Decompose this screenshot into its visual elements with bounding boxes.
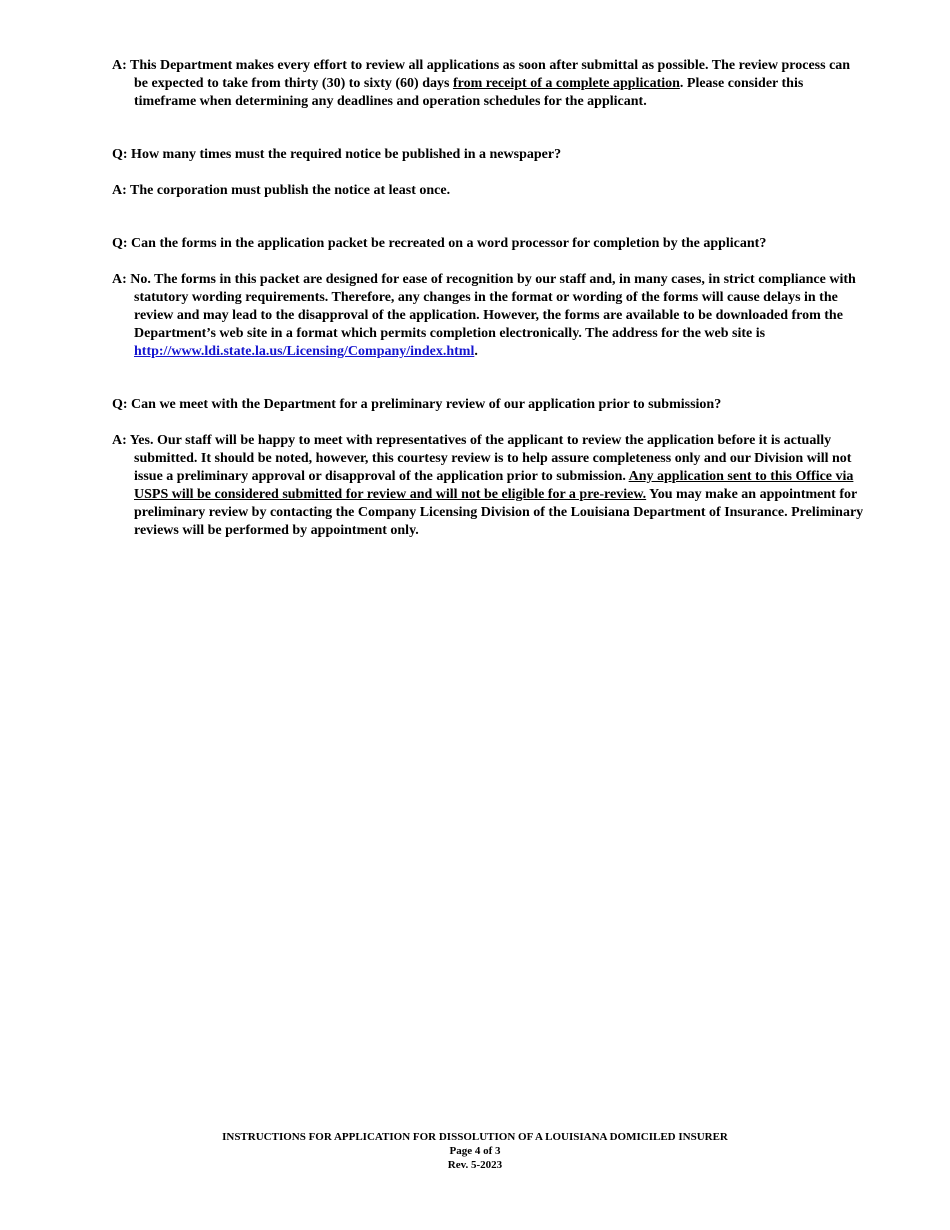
answer-review-timeframe-text-2: . Please consider this timeframe when determining any deadlines and operation schedules for the applicant. (134, 76, 804, 109)
answer-preliminary-review-text-2: You may make an appointment for preliminary review by contacting the Company Licensing Division of the Louisiana Department of Insurance. Preliminary reviews will be performed by appointment only. (134, 487, 864, 538)
website-link[interactable]: http://www.ldi.state.la.us/Licensing/Company/index.html (134, 344, 475, 359)
footer-revision: Rev. 5-2023 (447, 1159, 503, 1171)
answer-forms-recreation-text-1: A: No. The forms in this packet are designed for ease of recognition by our staff and, in many cases, in strict compliance with statutory wording requirements. Therefore, any changes in the format or wording of the forms will cause delays in the review and may lead to the disapproval of the application. However, the forms are available to be downloaded from the Department’s web site in a format which permits completion electronically. The address for the web site is (112, 272, 856, 341)
answer-preliminary-review (112, 432, 864, 540)
question-preliminary-review: Q: Can we meet with the Department for a preliminary review of our application prior to submission? (112, 397, 722, 412)
footer-title: INSTRUCTIONS FOR APPLICATION FOR DISSOLUTION OF A LOUISIANA DOMICILED INSURER (222, 1131, 728, 1143)
answer-forms-recreation (112, 271, 864, 361)
page-footer (0, 1130, 950, 1172)
answer-preliminary-review-underlined: Any application sent to this Office via USPS will be considered submitted for review and will not be eligible for a pre-review. (134, 469, 854, 502)
answer-preliminary-review-text-1: A: Yes. Our staff will be happy to meet with representatives of the applicant to review the application before it is actually submitted. It should be noted, however, this courtesy review is to help assure completeness only and our Division will not issue a preliminary approval or disapproval of the application prior to submission. (112, 433, 852, 484)
footer-page-number: Page 4 of 3 (449, 1145, 501, 1157)
answer-forms-recreation-text-2: . (474, 344, 478, 359)
answer-notice-publication: A: The corporation must publish the notice at least once. (112, 183, 451, 198)
answer-review-timeframe-text-1: A: This Department makes every effort to review all applications as soon after submittal as possible. The review process can be expected to take from thirty (30) to sixty (60) days (112, 58, 851, 91)
question-notice-publication: Q: How many times must the required notice be published in a newspaper? (112, 147, 562, 162)
answer-review-timeframe (112, 57, 864, 111)
answer-review-timeframe-underlined: from receipt of a complete application (452, 76, 680, 91)
question-forms-recreation: Q: Can the forms in the application packet be recreated on a word processor for completion by the applicant? (112, 236, 767, 251)
